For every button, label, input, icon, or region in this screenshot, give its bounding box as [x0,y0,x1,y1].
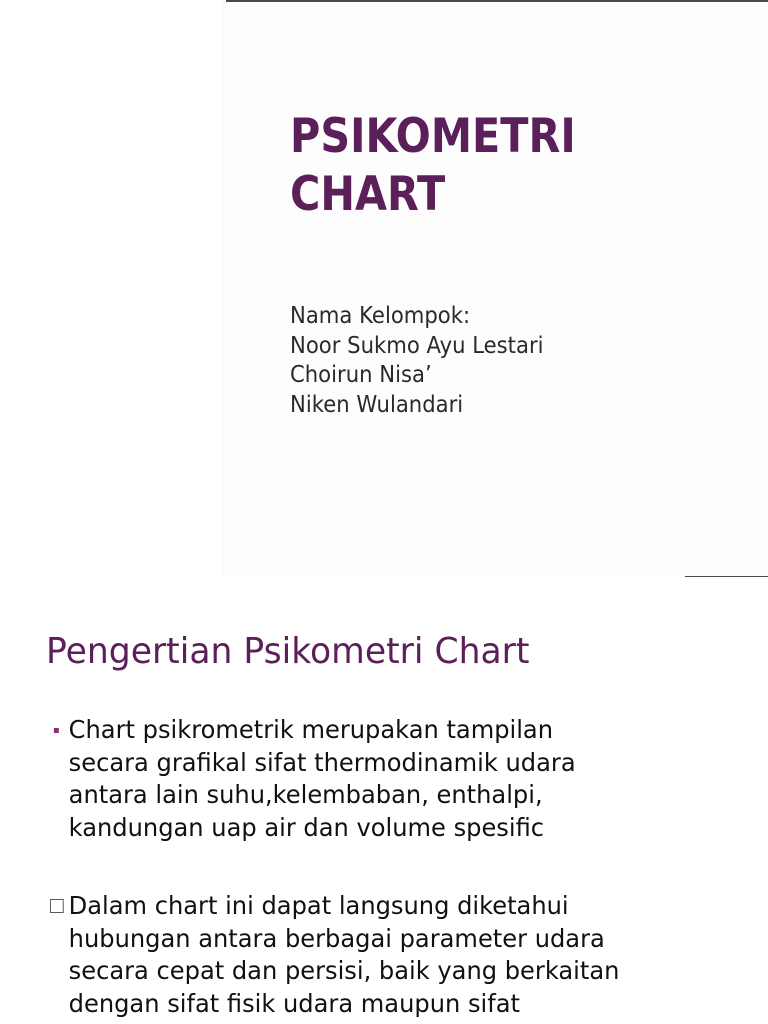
bullet-line: Chart psikrometrik merupakan tampilan [68,715,554,744]
slide-title [290,108,660,224]
slide-title-line-2: CHART [290,167,446,222]
bullet-line: secara grafikal sifat thermodinamik udara [68,747,576,777]
member-name: Noor Sukmo Ayu Lestari [290,332,544,359]
small-square-bullet-icon [46,714,68,746]
content-slide [0,578,768,1024]
members-heading: Nama Kelompok: [290,303,471,329]
right-content-panel [222,0,768,578]
left-blank-panel [0,0,222,578]
bullet-item [46,714,676,844]
bottom-divider-line [685,576,768,577]
bullet-line: secara cepat dan persisi, baik yang berkaitan [68,956,620,985]
group-members [290,302,544,420]
bullet-line: dengan sifat fisik udara maupun sifat [68,988,520,1018]
member-name: Choirun Nisa’ [290,362,432,388]
bullet-line: Dalam chart ini dapat langsung diketahui [68,891,569,920]
top-divider-line [226,0,768,2]
member-name: Niken Wulandari [290,391,464,418]
bullet-line: kandungan uap air dan volume spesific [68,812,545,842]
bullet-line: antara lain suhu,kelembaban, enthalpi, [68,780,543,809]
bullet-item [46,890,676,1020]
slide-title-line-1: PSIKOMETRI [290,109,576,164]
slide-heading: Pengertian Psikometri Chart [46,631,530,672]
bullet-list [46,714,686,1020]
bullet-line: hubungan antara berbagai parameter udara [68,923,605,953]
checkbox-bullet-icon [46,890,68,922]
